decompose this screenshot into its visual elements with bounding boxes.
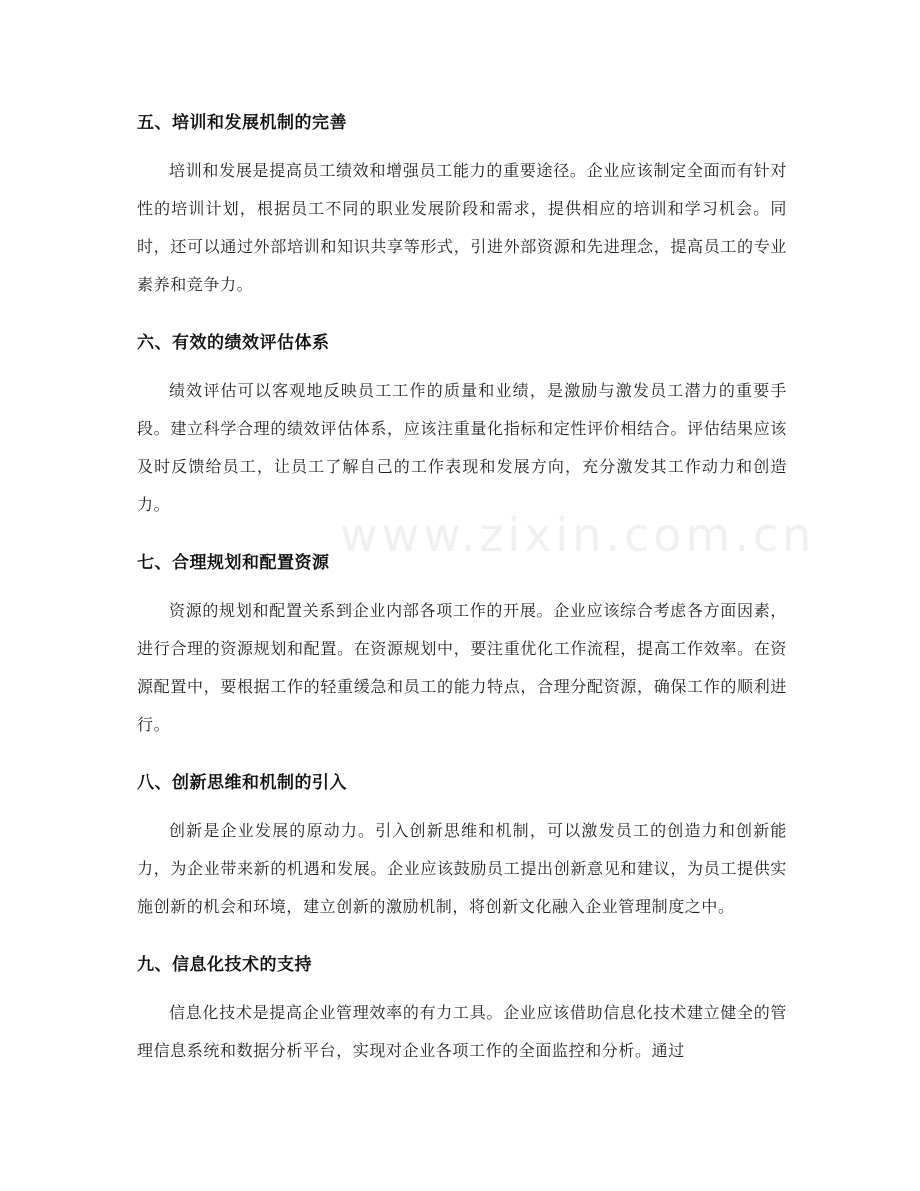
watermark: www.zixin.com.cn	[340, 508, 816, 562]
section-heading-7: 七、合理规划和配置资源	[137, 553, 330, 573]
section-heading-6: 六、有效的绩效评估体系	[137, 333, 330, 353]
section-paragraph-5: 培训和发展是提高员工绩效和增强员工能力的重要途径。企业应该制定全面而有针对性的培训计划，根据员工不同的职业发展阶段和需求，提供相应的培训和学习机会。同时，还可以通过外部培训和知识共享等形式，引进外部资源和先进理念，提高员工的专业素养和竞争力。	[137, 161, 787, 294]
document-content	[137, 104, 787, 1090]
section-paragraph-7: 资源的规划和配置关系到企业内部各项工作的开展。企业应该综合考虑各方面因素，进行合理的资源规划和配置。在资源规划中，要注重优化工作流程，提高工作效率。在资源配置中，要根据工作的轻重缓急和员工的能力特点，合理分配资源，确保工作的顺利进行。	[137, 601, 787, 734]
section-heading-5: 五、培训和发展机制的完善	[137, 113, 347, 133]
section-heading-8: 八、创新思维和机制的引入	[137, 773, 347, 793]
section-paragraph-8: 创新是企业发展的原动力。引入创新思维和机制，可以激发员工的创造力和创新能力，为企业带来新的机遇和发展。企业应该鼓励员工提出创新意见和建议，为员工提供实施创新的机会和环境，建立创新的激励机制，将创新文化融入企业管理制度之中。	[137, 821, 787, 916]
section-heading-9: 九、信息化技术的支持	[137, 955, 312, 975]
section-paragraph-9: 信息化技术是提高企业管理效率的有力工具。企业应该借助信息化技术建立健全的管理信息系统和数据分析平台，实现对企业各项工作的全面监控和分析。通过	[137, 1003, 787, 1060]
section-paragraph-6: 绩效评估可以客观地反映员工工作的质量和业绩，是激励与激发员工潜力的重要手段。建立科学合理的绩效评估体系，应该注重量化指标和定性评价相结合。评估结果应该及时反馈给员工，让员工了解自己的工作表现和发展方向，充分激发其工作动力和创造力。	[137, 381, 787, 514]
